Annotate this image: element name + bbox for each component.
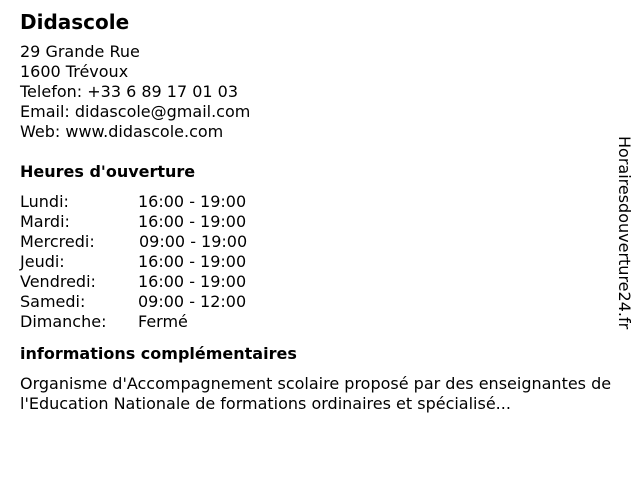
hours-row-jeudi [20, 252, 610, 272]
hours-table [20, 192, 610, 332]
business-name: Didascole [20, 10, 130, 34]
day-label: Mardi: [20, 212, 70, 231]
day-hours: 16:00 - 19:00 [138, 272, 247, 291]
day-hours: 09:00 - 19:00 [139, 232, 248, 251]
day-hours: 16:00 - 19:00 [138, 212, 247, 231]
contact-block [20, 42, 610, 142]
brand-watermark: Horairesdouverture24.fr [615, 136, 634, 330]
day-hours: 16:00 - 19:00 [138, 192, 247, 211]
hours-row-samedi [20, 292, 610, 312]
day-label: Jeudi: [20, 252, 65, 271]
phone-line: Telefon: +33 6 89 17 01 03 [20, 82, 239, 101]
day-label: Lundi: [20, 192, 69, 211]
day-label: Samedi: [20, 292, 86, 311]
info-description: Organisme d'Accompagnement scolaire proposé par des enseignantes de l'Education Nationale de formations ordinaires et spécialisé... [20, 374, 612, 413]
day-hours: Fermé [138, 312, 188, 331]
day-hours: 09:00 - 12:00 [138, 292, 247, 311]
day-label: Vendredi: [20, 272, 96, 291]
address-line-1: 29 Grande Rue [20, 42, 140, 61]
hours-row-mardi [20, 212, 610, 232]
hours-row-mercredi [20, 232, 610, 252]
day-hours: 16:00 - 19:00 [138, 252, 247, 271]
business-card [20, 10, 610, 414]
hours-heading: Heures d'ouverture [20, 162, 196, 181]
hours-row-lundi [20, 192, 610, 212]
hours-row-vendredi [20, 272, 610, 292]
hours-row-dimanche [20, 312, 610, 332]
email-line: Email: didascole@gmail.com [20, 102, 251, 121]
address-line-2: 1600 Trévoux [20, 62, 129, 81]
day-label: Mercredi: [20, 232, 95, 251]
web-line: Web: www.didascole.com [20, 122, 224, 141]
day-label: Dimanche: [20, 312, 107, 331]
info-heading: informations complémentaires [20, 344, 297, 363]
